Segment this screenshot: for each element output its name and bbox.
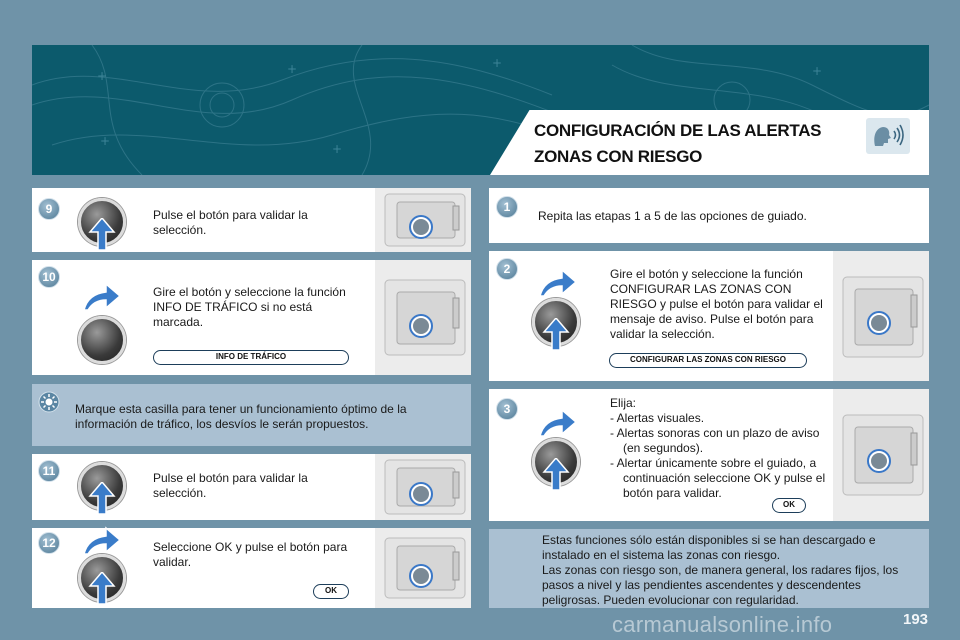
title-line-1: CONFIGURACIÓN DE LAS ALERTAS <box>534 121 822 140</box>
ok-option-pill: OK <box>772 498 806 513</box>
step-3-option-3: - Alertar únicamente sobre el guiado, a continuación seleccione OK y pulse el botón para validar. <box>610 456 826 500</box>
svg-text:+: + <box>287 62 298 76</box>
step-number-badge: 12 <box>38 532 60 554</box>
tip-text: Marque esta casilla para tener un funcionamiento óptimo de la información de tráfico, los desvíos le serán propuestos. <box>75 402 407 431</box>
rotate-arrow-icon <box>536 268 578 298</box>
page-number: 193 <box>903 611 929 628</box>
step-number-badge: 11 <box>38 460 60 482</box>
press-arrow-icon <box>542 318 570 350</box>
svg-text:+: + <box>100 134 111 148</box>
step-1-text: Repita las etapas 1 a 5 de las opciones de guiado. <box>538 209 807 223</box>
radio-panel-thumbnail <box>375 528 471 608</box>
press-arrow-icon <box>88 218 116 250</box>
step-9-text: Pulse el botón para validar la selección. <box>153 208 308 237</box>
note-line-1: Estas funciones sólo están disponibles si se han descargado e instalado en el sistema las zonas con riesgo. <box>542 533 876 562</box>
step-number-badge: 1 <box>496 196 518 218</box>
radio-panel-thumbnail <box>833 251 929 381</box>
watermark: carmanualsonline.info <box>612 612 833 637</box>
rotate-arrow-icon <box>80 282 122 312</box>
menu-option-pill: CONFIGURAR LAS ZONAS CON RIESGO <box>609 353 807 368</box>
rotary-knob-icon <box>78 316 126 364</box>
step-3-option-2: - Alertas sonoras con un plazo de aviso (en segundos). <box>610 426 820 455</box>
ok-option-pill: OK <box>313 584 349 599</box>
step-number-badge: 9 <box>38 198 60 220</box>
radio-panel-thumbnail <box>375 188 471 252</box>
step-number-badge: 3 <box>496 398 518 420</box>
menu-option-pill: INFO DE TRÁFICO <box>153 350 349 365</box>
step-10-text: Gire el botón y seleccione la función INFO DE TRÁFICO si no está marcada. <box>153 285 346 329</box>
press-arrow-icon <box>542 458 570 490</box>
radio-panel-thumbnail <box>375 454 471 520</box>
rotate-arrow-icon <box>536 408 578 438</box>
svg-text:+: + <box>812 64 823 78</box>
step-3-option-1: - Alertas visuales. <box>610 411 705 425</box>
rotate-arrow-icon <box>80 526 122 556</box>
step-11-text: Pulse el botón para validar la selección. <box>153 471 308 500</box>
press-arrow-icon <box>88 572 116 604</box>
note-line-2: Las zonas con riesgo son, de manera general, los radares fijos, los pasos a nivel y las pendientes ascendentes y descendentes peligrosas. Pueden evolucionar con regularidad. <box>542 563 899 607</box>
step-2-text: Gire el botón y seleccione la función CONFIGURAR LAS ZONAS CON RIESGO y pulse el botón para validar el mensaje de aviso. Pulse el botón para validar la selección. <box>610 267 823 341</box>
svg-text:+: + <box>97 69 108 83</box>
radio-panel-thumbnail <box>833 389 929 521</box>
title-line-2: ZONAS CON RIESGO <box>534 147 703 166</box>
radio-panel-thumbnail <box>375 260 471 375</box>
press-arrow-icon <box>88 482 116 514</box>
step-number-badge: 10 <box>38 266 60 288</box>
step-12-text: Seleccione OK y pulse el botón para validar. <box>153 540 348 569</box>
step-3-intro: Elija: <box>610 396 637 410</box>
sun-tip-icon <box>38 391 60 413</box>
svg-text:+: + <box>492 56 503 70</box>
page-title <box>534 118 874 170</box>
step-3-text <box>610 396 828 501</box>
voice-speaker-icon <box>866 118 910 154</box>
step-number-badge: 2 <box>496 258 518 280</box>
svg-text:+: + <box>332 142 343 156</box>
note-text <box>542 533 912 608</box>
